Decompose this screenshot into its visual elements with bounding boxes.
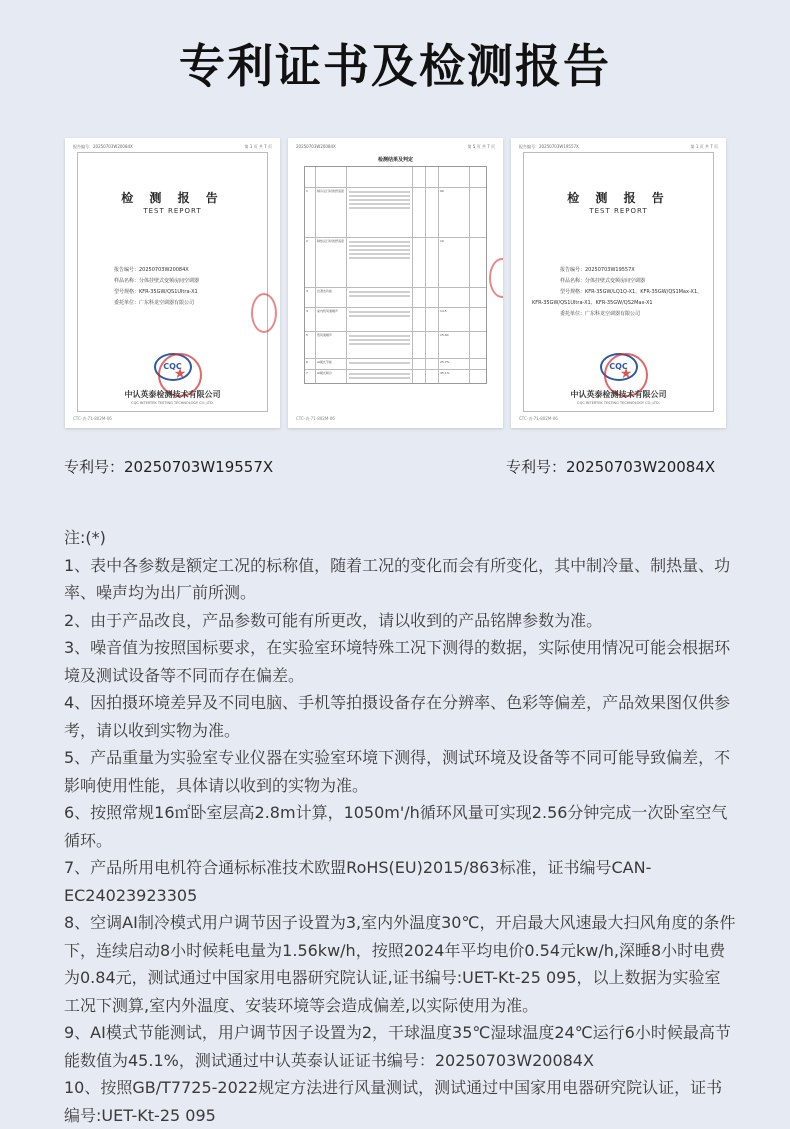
report-subtitle: TEST REPORT	[589, 207, 648, 215]
report-field: 报告编号：20250703W20084X	[114, 267, 189, 273]
doc-footer: CTC-表-71-802M-06	[296, 416, 335, 421]
side-seal-stamp-icon	[251, 293, 277, 333]
report-field: 型号规格：KFR-35GW/QS1Ultra-X1	[114, 289, 198, 295]
report-field: 报告编号：20250703W19557X	[560, 267, 635, 273]
doc-footer: CTC-表-71-802M-06	[73, 416, 112, 421]
doc-header-left: 报告编号：20250703W20084X	[73, 144, 133, 149]
table-row: 4 室内机风速噪声 14.5	[305, 308, 486, 332]
doc-header-left: 20250703W20084X	[296, 144, 336, 149]
doc-header-right: 第 5 页 共 7 页	[467, 144, 495, 149]
report-fields	[114, 265, 257, 309]
report-field: KFR-35GW/QS1Ultra-X1、KFR-35GW/QS2Max-X1	[532, 300, 653, 306]
note-item: 1、表中各参数是额定工况的标称值，随着工况的变化而会有所变化，其中制冷量、制热量、功率、噪声均为出厂前所测。	[64, 555, 731, 602]
report-field: 型号规格：KFR-35GW/LQ1Q-X1、KFR-35GW/QS1Max-X1、	[560, 289, 703, 295]
side-seal-stamp-icon	[489, 258, 503, 298]
report-field: 委托单位：广东科龙空调器有限公司	[560, 311, 641, 317]
table-row: 2 制热运行时的舒适度 10	[305, 238, 486, 288]
red-seal-stamp-icon: ★	[604, 353, 648, 397]
note-item: 10、按照GB/T7725-2022规定方法进行风量测试，测试通过中国家用电器研究院认证，证书编号:UET-Kt-25 095	[64, 1078, 723, 1125]
test-result-table-document[interactable]	[288, 138, 503, 428]
report-title: 检 测 报 告	[121, 191, 224, 205]
test-report-document-left[interactable]	[65, 138, 280, 428]
notes-heading: 注:(*)	[64, 528, 106, 547]
company-name: 中认英泰检测技术有限公司	[570, 390, 667, 399]
patent-number-left: 专利号：20250703W19557X	[64, 458, 274, 476]
note-item: 9、AI模式节能测试，用户调节因子设置为2，干球温度35℃湿球温度24℃运行6小时候最高节能数值为45.1%，测试通过中认英泰认证证书编号：20250703W20084X	[64, 1023, 731, 1070]
table-header-row	[305, 167, 486, 188]
note-item: 5、产品重量为实验室专业仪器在实验室环境下测得，测试环境及设备等不同可能导致偏差，不影响使用性能，具体请以收到的实物为准。	[64, 748, 731, 795]
test-report-document-right[interactable]	[511, 138, 726, 428]
table-row: 3 自清洁功能	[305, 288, 486, 309]
report-subtitle: TEST REPORT	[143, 207, 202, 215]
company-name-en: CQC INTERTEK TESTING TECHNOLOGY CO.,LTD.	[131, 401, 214, 405]
cqc-logo: CQC	[154, 353, 192, 381]
company-name-en: CQC INTERTEK TESTING TECHNOLOGY CO.,LTD.	[577, 401, 660, 405]
doc-header-right: 第 1 页 共 7 页	[244, 144, 272, 149]
note-item: 4、因拍摄环境差异及不同电脑、手机等拍摄设备存在分辨率、色彩等偏差，产品效果图仅供参考，请以收到实物为准。	[64, 693, 731, 740]
page-title: 专利证书及检测报告	[179, 39, 611, 93]
note-item: 7、产品所用电机符合通标标准技术欧盟RoHS(EU)2015/863标准，证书编号CAN-EC24023923305	[64, 858, 652, 905]
note-item: 2、由于产品改良，产品参数可能有所更改，请以收到的产品铭牌参数为准。	[64, 610, 603, 630]
table-row: 5 低风速噪声 15.40	[305, 332, 486, 359]
doc-header-left: 报告编号：20250703W19557X	[519, 144, 579, 149]
table-title: 检测结果及判定	[377, 157, 413, 163]
note-item: 8、空调AI制冷模式用户调节因子设置为3,室内外温度30℃，开启最大风速最大扫风角度的条件下，连续启动8小时候耗电量为1.56kw/h，按照2024年平均电价0.54元kw/h,深睡8小时电费为0.84元，测试通过中国家用电器研究院认证,证书编号:UET-Kt-25 095，以上数据为实验室工况下测算,室内外温度、安装环境等会造成偏差,以实际使用为准。	[64, 913, 736, 1015]
report-field: 样品名称：分体挂壁式变频房间空调器	[114, 278, 200, 284]
notes-section	[64, 524, 736, 1129]
cqc-logo: CQC	[600, 353, 638, 381]
patent-number-right: 专利号：20250703W20084X	[506, 458, 716, 476]
report-field: 委托单位：广东科龙空调器有限公司	[114, 300, 195, 306]
table-row: 1 制冷运行时的舒适度 90	[305, 188, 486, 238]
table-row: 6 AI模式节能 25.7%	[305, 359, 486, 370]
note-item: 6、按照常规16㎡卧室层高2.8m计算，1050m'/h循环风量可实现2.56分钟完成一次卧室空气循环。	[64, 803, 728, 850]
report-title: 检 测 报 告	[567, 191, 670, 205]
report-fields	[532, 265, 703, 320]
doc-border	[523, 152, 714, 412]
doc-footer: CTC-表-71-802M-06	[519, 416, 558, 421]
red-seal-stamp-icon: ★	[158, 353, 202, 397]
company-name: 中认英泰检测技术有限公司	[124, 390, 221, 399]
doc-header-right: 第 1 页 共 7 页	[690, 144, 718, 149]
table-row: 7 AI模式制冷 45.1%	[305, 370, 486, 383]
doc-border	[77, 152, 268, 412]
note-item: 3、噪音值为按照国标要求，在实验室环境特殊工况下测得的数据，实际使用情况可能会根据环境及测试设备等不同而存在偏差。	[64, 638, 731, 685]
result-table	[304, 166, 487, 384]
report-field: 样品名称：分体挂壁式变频房间空调器	[560, 278, 646, 284]
